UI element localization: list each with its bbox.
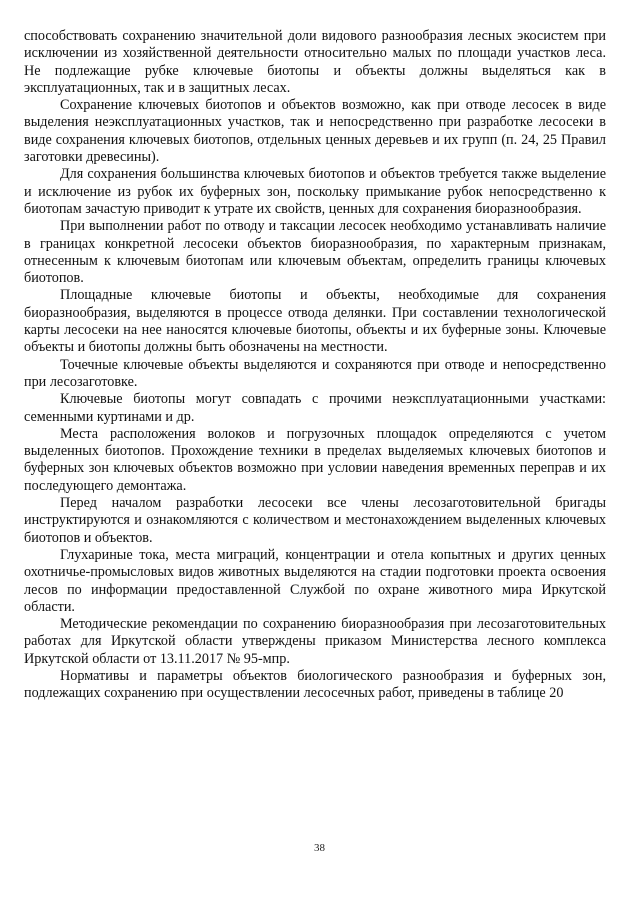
paragraph-8: Места расположения волоков и погрузочных площадок определяются с учетом выделенных биотопов. Прохождение техники в пределах выделяемых ключевых биотопов и буферных зон ключевых объектов возможно при условии наведения временных переправ и их последующего демонтажа. [24,425,606,494]
paragraph-7: Ключевые биотопы могут совпадать с прочими неэксплуатационными участками: семенными куртинами и др. [24,391,606,425]
paragraph-5: Площадные ключевые биотопы и объекты, необходимые для сохранения биоразнообразия, выделяются в процессе отвода делянки. При составлении технологической карты лесосеки на нее наносятся ключевые биотопы, объекты и их буферные зоны. Ключевые объекты и биотопы должны быть обозначены на местности. [24,287,606,356]
paragraph-10: Глухариные тока, места миграций, концентрации и отела копытных и других ценных охотничье-промысловых видов животных выделяются на стадии подготовки проекта освоения лесов по информации предоставленной Службой по охране животного мира Иркутской области. [24,546,606,615]
paragraph-11: Методические рекомендации по сохранению биоразнообразия при лесозаготовительных работах для Иркутской области утверждены приказом Министерства лесного комплекса Иркутской области от 13.11.2017 № 95-мпр. [24,616,606,667]
paragraph-3: Для сохранения большинства ключевых биотопов и объектов требуется также выделение и исключение из рубок их буферных зон, поскольку примыкание рубок непосредственно к биотопам зачастую приводит к утрате их свойств, ценных для сохранения биоразнообразия. [24,166,606,217]
paragraph-6: Точечные ключевые объекты выделяются и сохраняются при отводе и непосредственно при лесозаготовке. [24,356,606,390]
page-number: 38 [314,842,325,854]
paragraph-2: Сохранение ключевых биотопов и объектов возможно, как при отводе лесосек в виде выделения неэксплуатационных участков, так и непосредственно при разработке лесосеки в виде сохранения ключевых биотопов, отдельных ценных деревьев и их групп (п. 24, 25 Правил заготовки древесины). [24,97,606,166]
paragraph-1: способствовать сохранению значительной доли видового разнообразия лесных экосистем при исключении из хозяйственной деятельности относительно малых по площади участков леса. Не подлежащие рубке ключевые биотопы и объекты должны выделяться как в эксплуатационных, так и в защитных лесах. [24,28,606,96]
paragraph-12: Нормативы и параметры объектов биологического разнообразия и буферных зон, подлежащих сохранению при осуществлении лесосечных работ, приведены в таблице 20 [24,667,606,702]
body-text [24,28,606,703]
paragraph-4: При выполнении работ по отводу и таксации лесосек необходимо устанавливать наличие в границах конкретной лесосеки объектов биоразнообразия, по характерным признакам, отнесенным к ключевым биотопам или ключевым объектам, определить границы ключевых биотопов. [24,218,606,287]
paragraph-9: Перед началом разработки лесосеки все члены лесозаготовительной бригады инструктируются и ознакомляются с количеством и местонахождением выделенных ключевых биотопов и объектов. [24,495,606,546]
